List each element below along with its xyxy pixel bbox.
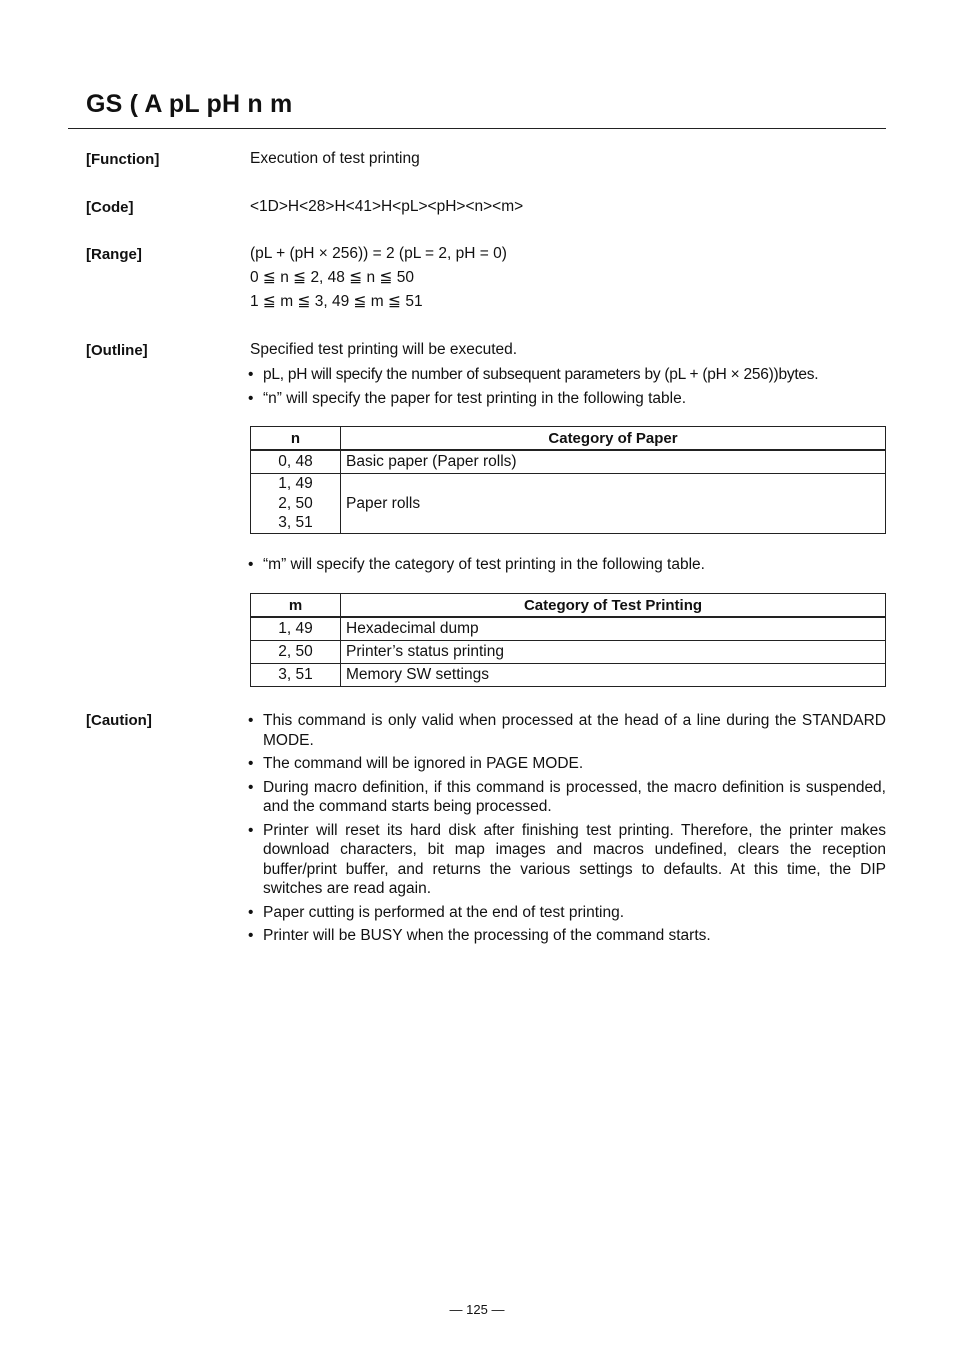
list-item-text: This command is only valid when processed at the head of a line during the STANDARD MODE. [263, 712, 886, 749]
bullet-icon: • [248, 927, 254, 944]
bullet-icon: • [248, 389, 254, 407]
table-cell-category: Printer’s status printing [341, 641, 886, 664]
table-row [251, 664, 886, 687]
outline-bullets-m [248, 555, 886, 579]
bullet-icon: • [248, 556, 254, 573]
list-item-text: pL, pH will specify the number of subsequent parameters by (pL + (pH × 256))bytes. [263, 366, 819, 383]
table-cell-m: 1, 49 [251, 617, 341, 641]
bullet-icon: • [248, 755, 254, 772]
list-item-text: Printer will be BUSY when the processing of the command starts. [263, 927, 711, 944]
caution-label: [Caution] [86, 712, 152, 729]
range-text [250, 242, 507, 314]
title-rule [68, 128, 886, 129]
table-cell-line: 3, 51 [278, 514, 313, 532]
bullet-icon: • [248, 821, 254, 839]
table-cell-line: 1, 49 [278, 475, 313, 493]
list-item [248, 711, 886, 750]
list-item-text: Paper cutting is performed at the end of test printing. [263, 903, 625, 921]
table-cell-line: 2, 50 [278, 494, 313, 512]
list-item [248, 555, 886, 575]
bullet-icon: • [248, 712, 254, 729]
list-item-text: During macro definition, if this command is processed, the macro definition is suspended, and the command starts being processed. [263, 778, 886, 815]
table-cell-m: 2, 50 [251, 641, 341, 664]
outline-label: [Outline] [86, 342, 148, 359]
outline-bullets [248, 365, 886, 412]
column-header-category: Category of Paper [341, 427, 886, 451]
code-label: [Code] [86, 199, 134, 216]
column-header-n: n [251, 427, 341, 451]
paper-category-table [250, 426, 886, 534]
list-item [248, 754, 886, 774]
table-header-row [251, 594, 886, 618]
table-cell-category: Memory SW settings [341, 664, 886, 687]
outline-intro: Specified test printing will be executed. [250, 341, 518, 358]
table-cell-category: Basic paper (Paper rolls) [341, 450, 886, 474]
column-header-category: Category of Test Printing [341, 594, 886, 618]
range-label: [Range] [86, 246, 142, 263]
list-item [248, 365, 886, 385]
caution-bullets [248, 711, 886, 950]
function-label: [Function] [86, 151, 160, 168]
column-header-m: m [251, 594, 341, 618]
list-item-text: Printer will reset its hard disk after finishing test printing. Therefore, the printer makes download characters, bit map images and macros undefined, clears the reception buffer/print buffer, and returns the various settings to defaults. At this time, the DIP switches are read again. [263, 821, 886, 897]
table-header-row [251, 427, 886, 451]
table-row [251, 450, 886, 474]
range-line: (pL + (pH × 256)) = 2 (pL = 2, pH = 0) [250, 245, 507, 262]
list-item-text: “m” will specify the category of test printing in the following table. [263, 556, 705, 573]
range-line: 1 ≦ m ≦ 3, 49 ≦ m ≦ 51 [250, 293, 423, 310]
table-row [251, 474, 886, 534]
table-cell-category: Hexadecimal dump [341, 617, 886, 641]
bullet-icon: • [248, 903, 254, 921]
list-item-text: The command will be ignored in PAGE MODE. [263, 755, 584, 772]
list-item [248, 821, 886, 899]
bullet-icon: • [248, 366, 254, 383]
bullet-icon: • [248, 778, 254, 796]
function-text: Execution of test printing [250, 150, 420, 167]
table-cell-n [251, 474, 341, 534]
table-row [251, 641, 886, 664]
table-cell-category: Paper rolls [341, 474, 886, 534]
page-number: — 125 — [449, 1302, 505, 1317]
table-cell-m: 3, 51 [251, 664, 341, 687]
test-printing-category-table [250, 593, 886, 687]
page-title: GS ( A pL pH n m [86, 90, 293, 118]
code-text: <1D>H<28>H<41>H<pL><pH><n><m> [250, 198, 524, 215]
list-item [248, 903, 886, 923]
list-item [248, 778, 886, 817]
table-row [251, 617, 886, 641]
table-cell-n: 0, 48 [251, 450, 341, 474]
range-line: 0 ≦ n ≦ 2, 48 ≦ n ≦ 50 [250, 269, 414, 286]
list-item-text: “n” will specify the paper for test printing in the following table. [263, 389, 687, 407]
list-item [248, 389, 886, 409]
list-item [248, 926, 886, 946]
